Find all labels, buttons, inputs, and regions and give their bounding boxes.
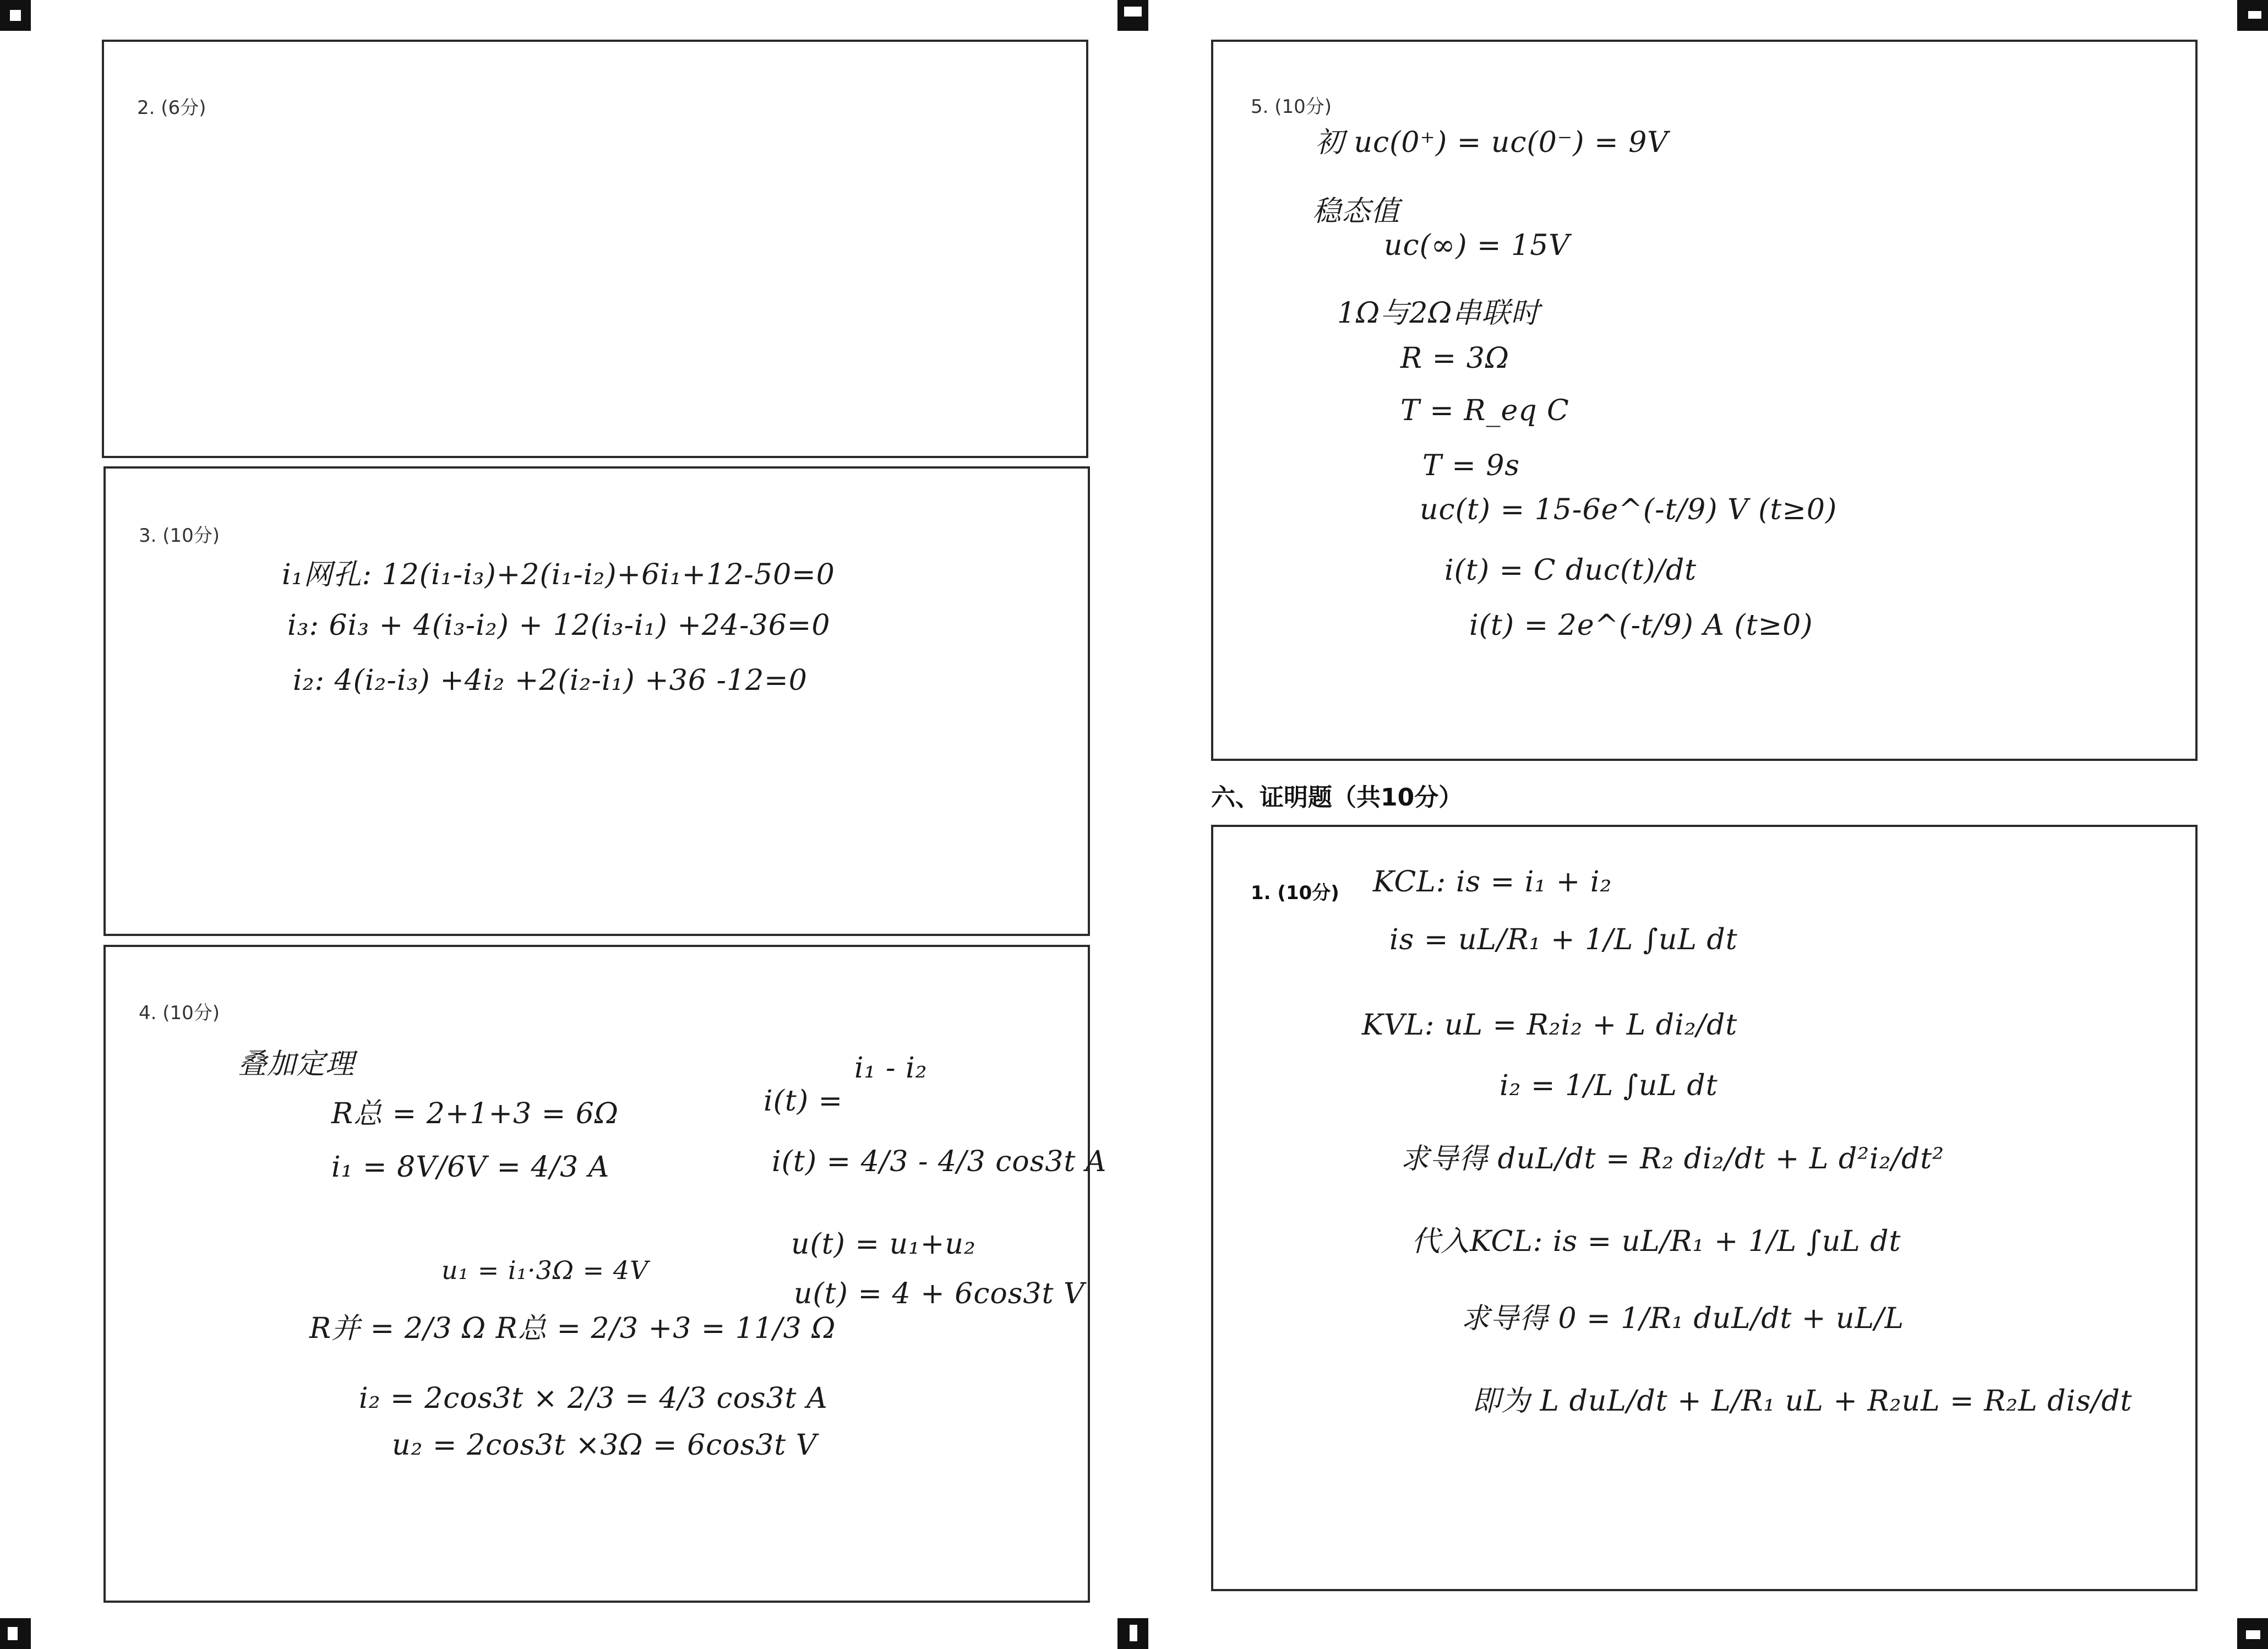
answer-box-q2 <box>102 40 1088 458</box>
equation-line: 初 uc(0⁺) = uc(0⁻) = 9V <box>1315 126 1669 159</box>
equation-line: uc(t) = 15-6e^(-t/9) V (t≥0) <box>1420 493 1838 526</box>
equation-line: u(t) = 4 + 6cos3t V <box>794 1277 1085 1310</box>
answer-box-proof <box>1211 825 2198 1591</box>
equation-line: R = 3Ω <box>1400 342 1509 375</box>
registration-marker-top-left <box>0 0 31 31</box>
equation-line: u₁ = i₁·3Ω = 4V <box>441 1255 649 1285</box>
question-label: 2. (6分) <box>137 97 206 119</box>
question-label: 1. (10分) <box>1251 882 1339 904</box>
equation-line: i₃: 6i₃ + 4(i₃-i₂) + 12(i₃-i₁) +24-36=0 <box>287 609 831 642</box>
equation-line: KVL: uL = R₂i₂ + L di₂/dt <box>1362 1009 1738 1042</box>
equation-line: i₂ = 2cos3t × 2/3 = 4/3 cos3t A <box>359 1382 828 1415</box>
question-label: 3. (10分) <box>139 525 220 547</box>
equation-line: 即为 L duL/dt + L/R₁ uL + R₂uL = R₂L dis/dt <box>1472 1385 2133 1418</box>
equation-line: T = 9s <box>1422 449 1520 482</box>
equation-line: 稳态值 <box>1312 195 1400 228</box>
section-title: 六、证明题（共10分） <box>1211 783 1463 812</box>
equation-line: u(t) = u₁+u₂ <box>791 1228 976 1261</box>
equation-line: 求导得 0 = 1/R₁ duL/dt + uL/L <box>1461 1302 1905 1335</box>
equation-line: uc(∞) = 15V <box>1384 229 1570 262</box>
registration-marker-bottom-right <box>2237 1618 2268 1649</box>
equation-line: i₂ = 1/L ∫uL dt <box>1500 1069 1718 1102</box>
registration-marker-top-center <box>1117 0 1148 31</box>
answer-box-q4 <box>103 945 1107 1603</box>
equation-line: 代入KCL: is = uL/R₁ + 1/L ∫uL dt <box>1411 1225 1901 1258</box>
equation-line: KCL: is = i₁ + i₂ <box>1373 866 1612 899</box>
equation-line: R并 = 2/3 Ω R总 = 2/3 +3 = 11/3 Ω <box>309 1312 836 1345</box>
question-label: 4. (10分) <box>139 1002 220 1024</box>
equation-line: i(t) = <box>764 1085 843 1118</box>
answer-box-q5 <box>1211 40 2198 761</box>
registration-marker-top-right <box>2237 0 2268 31</box>
equation-line: i(t) = C duc(t)/dt <box>1444 554 1697 587</box>
method-heading: 叠加定理 <box>238 1048 355 1081</box>
equation-line: i₁网孔: 12(i₁-i₃)+2(i₁-i₂)+6i₁+12-50=0 <box>282 558 835 591</box>
equation-line: i₁ - i₂ <box>854 1052 928 1085</box>
registration-marker-bottom-center <box>1117 1618 1148 1649</box>
equation-line: 求导得 duL/dt = R₂ di₂/dt + L d²i₂/dt² <box>1400 1142 1945 1175</box>
question-label: 5. (10分) <box>1251 96 1332 118</box>
registration-marker-bottom-left <box>0 1618 31 1649</box>
equation-line: i(t) = 2e^(-t/9) A (t≥0) <box>1469 609 1813 642</box>
equation-line: i₁ = 8V/6V = 4/3 A <box>331 1151 610 1184</box>
equation-line: R总 = 2+1+3 = 6Ω <box>331 1097 619 1130</box>
equation-line: i(t) = 4/3 - 4/3 cos3t A <box>772 1145 1107 1178</box>
equation-line: i₂: 4(i₂-i₃) +4i₂ +2(i₂-i₁) +36 -12=0 <box>293 664 808 697</box>
equation-line: T = R_eq C <box>1400 394 1569 427</box>
equation-line: 1Ω与2Ω串联时 <box>1337 297 1540 330</box>
equation-line: u₂ = 2cos3t ×3Ω = 6cos3t V <box>392 1429 817 1462</box>
answer-box-q3 <box>103 466 1090 936</box>
equation-line: is = uL/R₁ + 1/L ∫uL dt <box>1389 923 1738 956</box>
